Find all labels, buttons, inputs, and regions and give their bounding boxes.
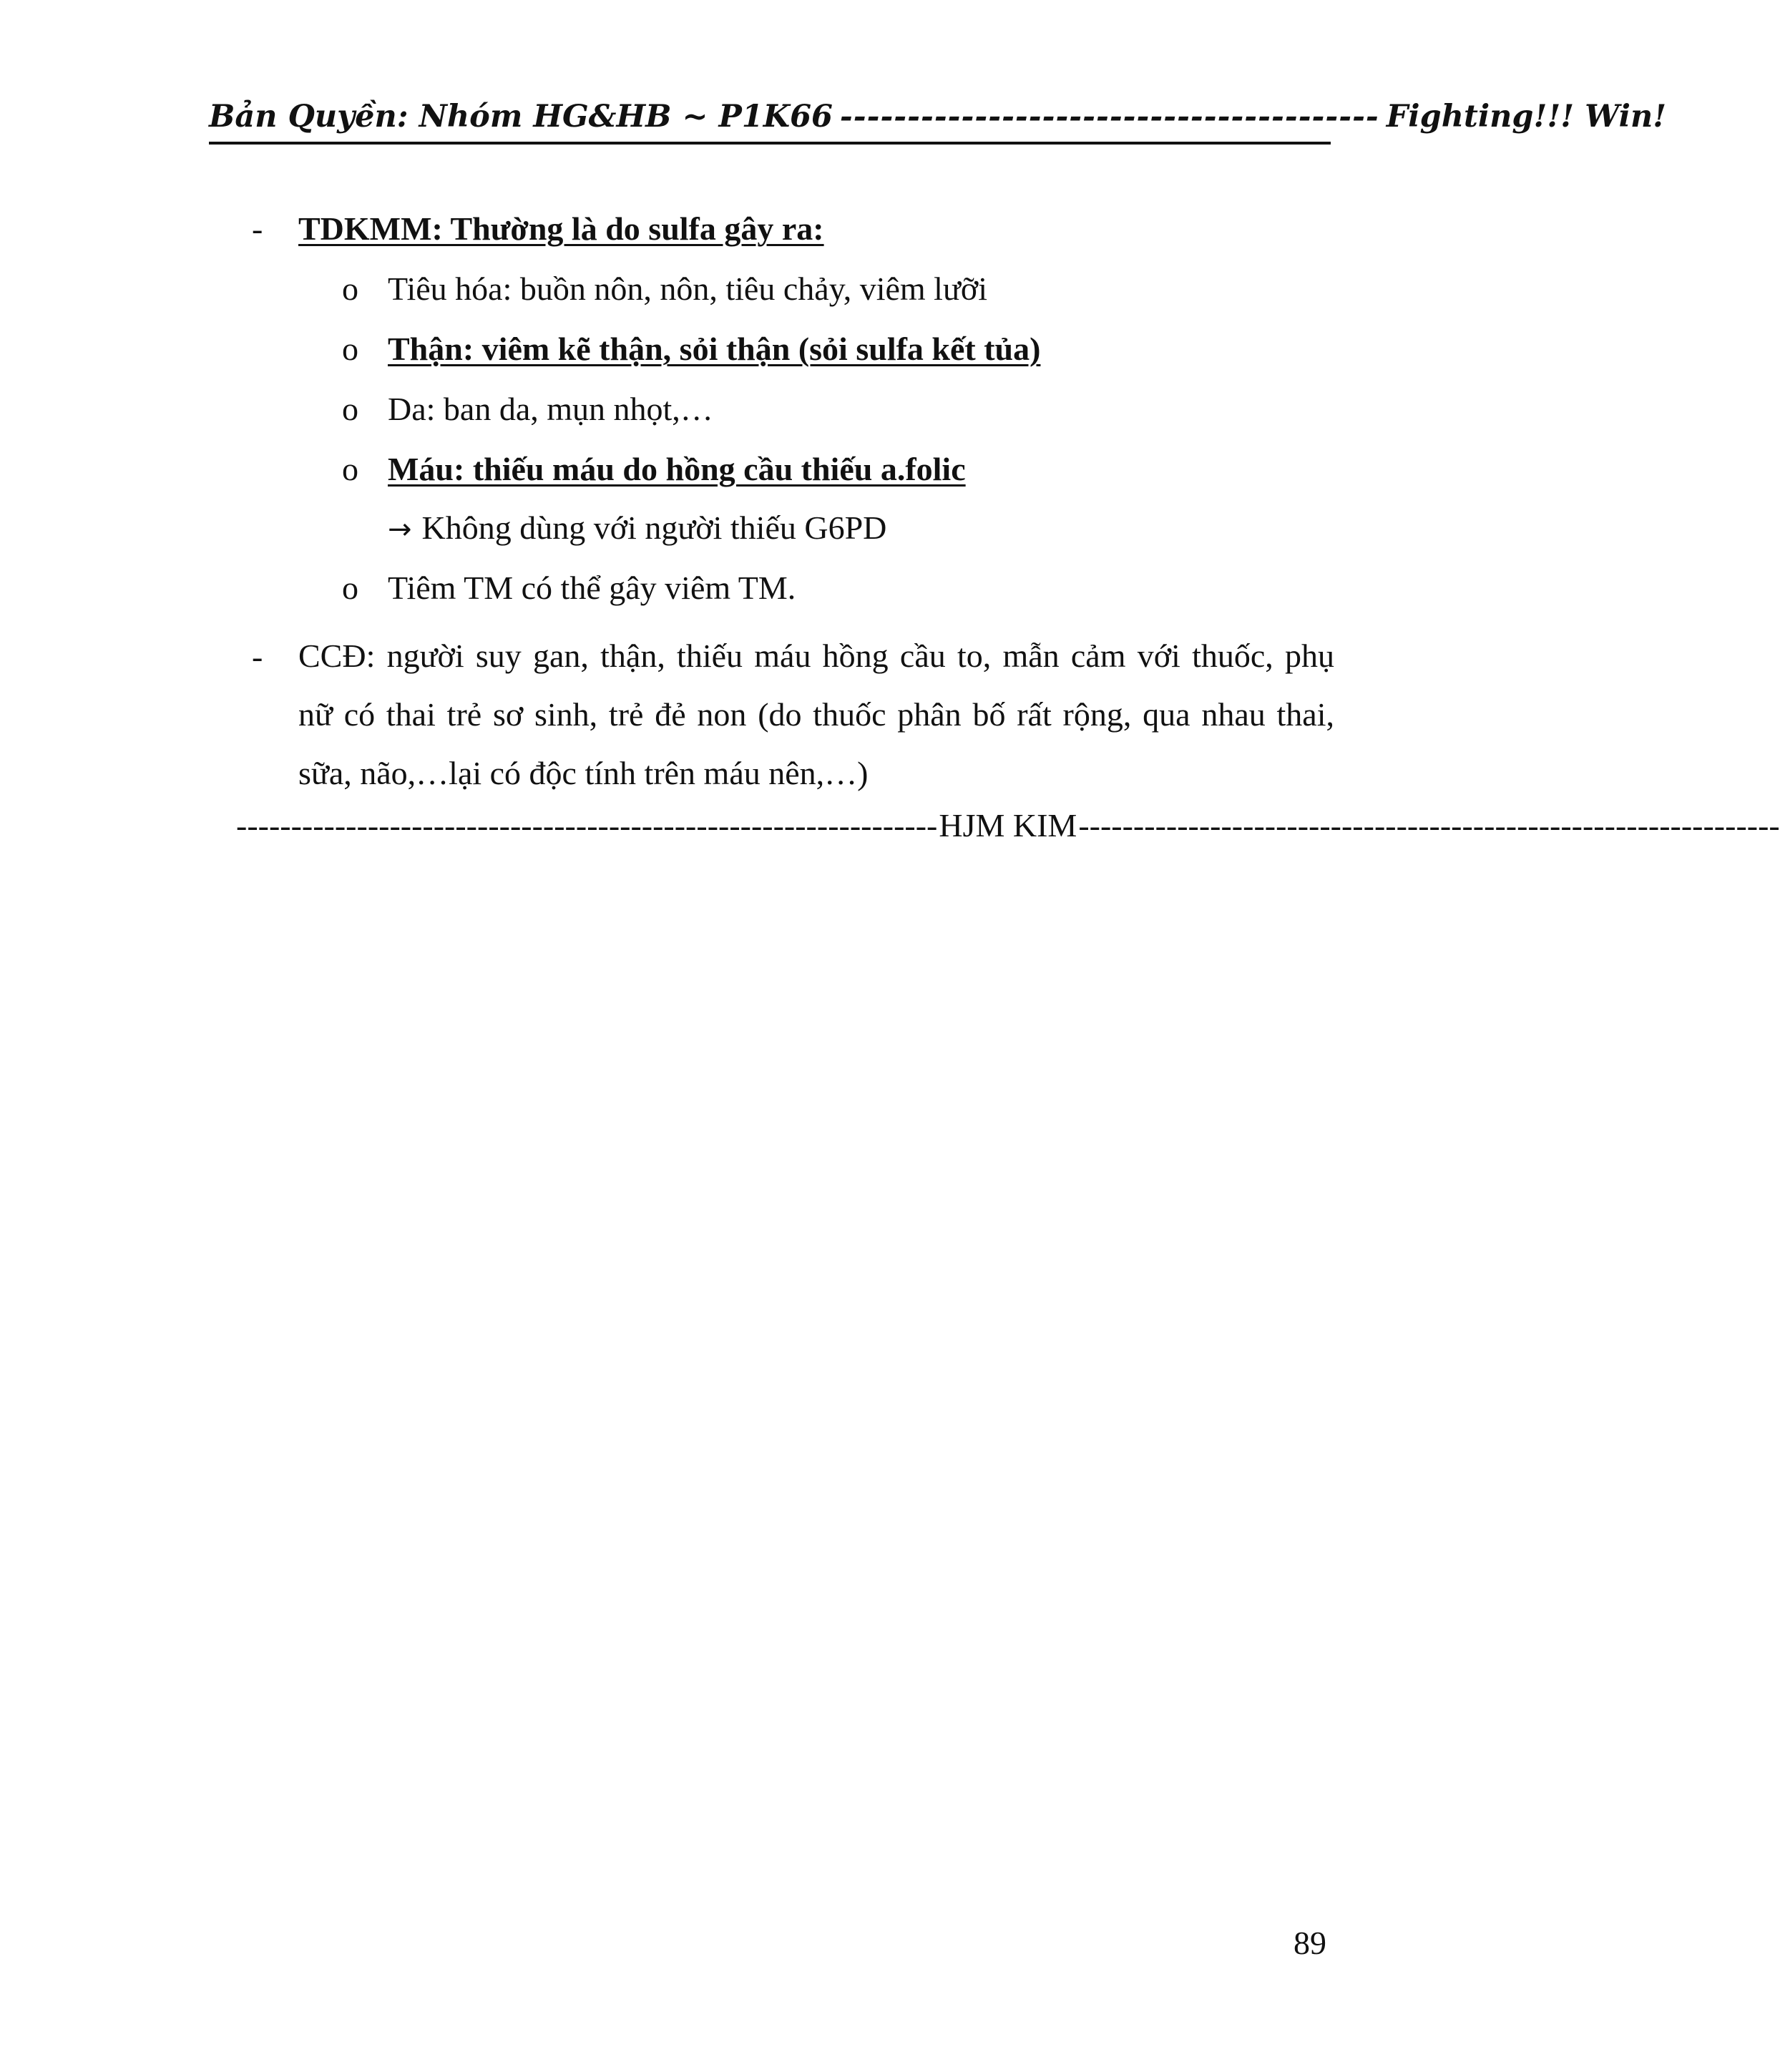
arrow-note (388, 507, 886, 551)
paragraph-line: nữ có thai trẻ sơ sinh, trẻ đẻ non (do thuốc phân bố rất rộng, qua nhau thai, (298, 696, 1334, 733)
header-slogan: Fighting!!! Win! (1386, 99, 1667, 135)
tdkmm-heading: TDKMM: Thường là do sulfa gây ra: (298, 210, 824, 247)
section-separator (236, 804, 1780, 847)
list-item: Thận: viêm kẽ thận, sỏi thận (sỏi sulfa kết tủa) (388, 331, 1041, 367)
circle-bullet: o (342, 331, 358, 367)
paragraph-line: sữa, não,…lại có độc tính trên máu nên,…) (298, 755, 869, 791)
list-item: Máu: thiếu máu do hồng cầu thiếu a.folic (388, 451, 966, 487)
paragraph-line: CCĐ: người suy gan, thận, thiếu máu hồng cầu to, mẫn cảm với thuốc, phụ (298, 637, 1334, 674)
arrow-right-icon: → (388, 513, 412, 546)
arrow-note-text: Không dùng với người thiếu G6PD (421, 509, 887, 546)
header-copyright: Bản Quyền: Nhóm HG&HB ~ P1K66 (209, 99, 833, 135)
circle-bullet: o (342, 391, 358, 427)
dash-bullet: - (252, 210, 263, 247)
list-item: Tiêu hóa: buồn nôn, nôn, tiêu chảy, viêm lưỡi (388, 270, 987, 307)
page-number: 89 (1294, 1925, 1326, 1961)
separator-dashes-right: ---------------------------------------------------------------- (1078, 807, 1780, 844)
dash-bullet: - (252, 638, 263, 675)
header-dashes: ---------------------------------------- (839, 99, 1379, 135)
separator-dashes-left: ---------------------------------------------------------------- (236, 807, 938, 844)
list-item: Tiêm TM có thể gây viêm TM. (388, 570, 796, 606)
author-signature: HJM KIM (939, 807, 1077, 844)
list-item: Da: ban da, mụn nhọt,… (388, 391, 713, 427)
contraindication-paragraph (298, 627, 1334, 803)
circle-bullet: o (342, 570, 358, 606)
circle-bullet: o (342, 270, 358, 307)
circle-bullet: o (342, 451, 358, 487)
page-header (209, 92, 1667, 145)
